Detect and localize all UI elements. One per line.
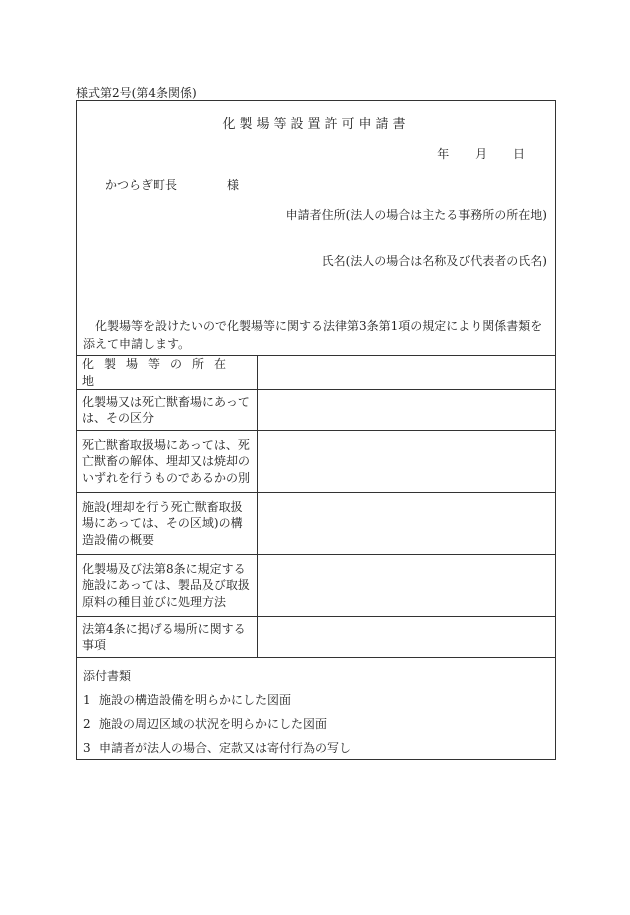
addressee-name: かつらぎ町長 [105, 178, 178, 192]
application-items-table [76, 355, 556, 658]
date-month-label: 月 [475, 147, 488, 161]
row-value-article4-matters[interactable] [258, 617, 556, 658]
row-label-processing-type: 死亡獣畜取扱場にあっては、死亡獣畜の解体、埋却又は焼却のいずれを行うものであるかの別 [77, 431, 258, 493]
attachments-section [83, 664, 351, 760]
row-value-facility-overview[interactable] [258, 493, 556, 555]
table-row [77, 431, 556, 493]
row-label-products-method: 化製場及び法第8条に規定する施設にあっては、製品及び取扱原料の種目並びに処理方法 [77, 555, 258, 617]
table-row [77, 390, 556, 431]
row-label-location: 化製場等の所在地 [77, 356, 258, 390]
attachments-heading: 添付書類 [83, 669, 132, 683]
applicant-address-label: 申請者住所(法人の場合は主たる事務所の所在地) [285, 208, 547, 222]
row-label-classification: 化製場又は死亡獣畜場にあっては、その区分 [77, 390, 258, 431]
row-value-processing-type[interactable] [258, 431, 556, 493]
row-value-location[interactable] [258, 356, 556, 390]
applicant-name-label: 氏名(法人の場合は名称及び代表者の氏名) [321, 254, 547, 268]
table-row [77, 493, 556, 555]
date-line [415, 145, 525, 162]
table-row [77, 356, 556, 390]
form-title: 化製場等設置許可申請書 [222, 117, 410, 132]
row-value-products-method[interactable] [258, 555, 556, 617]
addressee-honorific: 様 [227, 178, 240, 192]
row-value-classification[interactable] [258, 390, 556, 431]
row-label-facility-overview: 施設(埋却を行う死亡獣畜取扱場にあっては、その区域)の構造設備の概要 [77, 493, 258, 555]
attachment-item: 2 施設の周辺区域の状況を明らかにした図面 [83, 717, 328, 731]
application-form [76, 100, 556, 760]
table-row [77, 555, 556, 617]
addressee [105, 176, 239, 193]
application-statement: 化製場等を設けたいので化製場等に関する法律第3条第1項の規定により関係書類を添えて申請します。 [83, 319, 543, 351]
date-year-label: 年 [437, 147, 450, 161]
date-day-label: 日 [512, 147, 525, 161]
attachment-item: 3 申請者が法人の場合、定款又は寄付行為の写し [83, 741, 352, 755]
form-number: 様式第2号(第4条関係) [76, 86, 197, 100]
attachment-item: 1 施設の構造設備を明らかにした図面 [83, 693, 292, 707]
row-label-article4-matters: 法第4条に掲げる場所に関する事項 [77, 617, 258, 658]
table-row [77, 617, 556, 658]
